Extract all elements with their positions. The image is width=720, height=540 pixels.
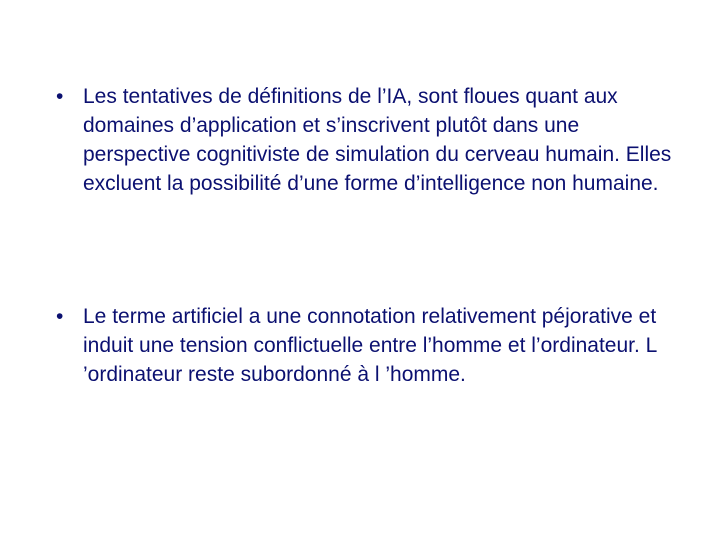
bullet-item: [56, 302, 686, 389]
bullet-item: [56, 82, 686, 198]
bullet-icon: •: [56, 85, 64, 108]
bullet-icon: •: [56, 305, 64, 328]
bullet-text: Les tentatives de définitions de l’IA, sont floues quant aux domaines d’application et s’inscrivent plutôt dans une perspective cognitiviste de simulation du cerveau humain. Elles excluent la possibilité d’une forme d’intelligence non humaine.: [83, 85, 672, 195]
bullet-text: Le terme artificiel a une connotation relativement péjorative et induit une tension conflictuelle entre l’homme et l’ordinateur. L ’ordinateur reste subordonné à l ’homme.: [83, 305, 657, 386]
